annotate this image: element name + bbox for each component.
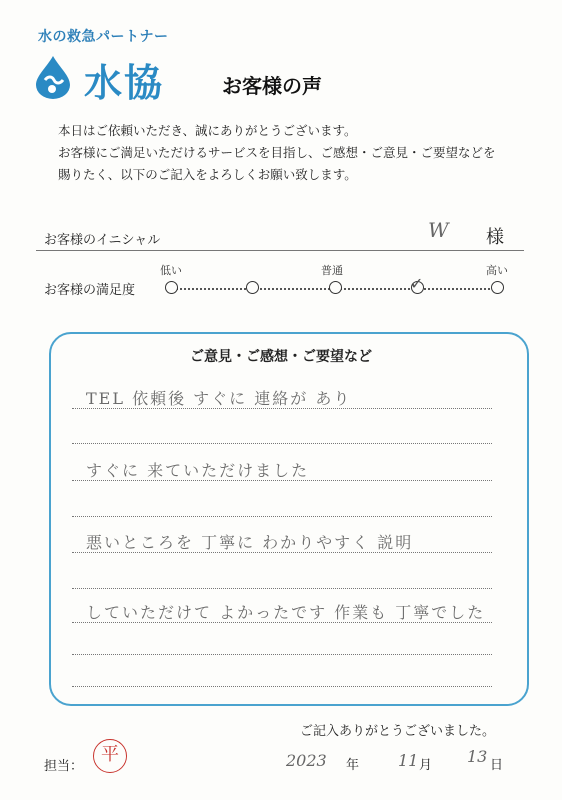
intro-text	[58, 120, 538, 186]
intro-line: 賜りたく、以下のご記入をよろしくお願い致します。	[58, 167, 357, 182]
date-month-unit: 月	[419, 758, 433, 773]
intro-line: 本日はご依頼いただき、誠にありがとうございます。	[58, 123, 357, 138]
initial-underline	[36, 250, 524, 251]
writing-rule	[72, 686, 492, 687]
water-drop-logo-icon	[32, 54, 74, 100]
date-year-unit: 年	[346, 758, 360, 773]
date-day: 13	[467, 747, 488, 766]
comment-line: TEL 依頼後 すぐに 連絡が あり	[86, 389, 352, 408]
closing-message: ご記入ありがとうございました。	[300, 724, 496, 739]
scale-label-high: 高い	[486, 264, 508, 277]
writing-rule	[72, 654, 492, 655]
satisfaction-option-5[interactable]	[491, 281, 504, 294]
scale-label-low: 低い	[160, 264, 182, 277]
comments-title: ご意見・ご感想・ご要望など	[190, 349, 372, 365]
initial-field[interactable]: W	[428, 218, 449, 242]
brand-logo-text: 水協	[84, 61, 165, 105]
page-title: お客様の声	[222, 74, 322, 98]
honorific-label: 様	[486, 227, 504, 248]
check-mark-icon: ✓	[410, 274, 424, 293]
intro-line: お客様にご満足いただけるサービスを目指し、ご感想・ご意見・ご要望などを	[58, 145, 496, 160]
writing-rule	[72, 622, 492, 623]
writing-rule	[72, 443, 492, 444]
satisfaction-label: お客様の満足度	[44, 283, 136, 298]
writing-rule	[72, 516, 492, 517]
writing-rule	[72, 408, 492, 409]
brand-tagline: 水の救急パートナー	[38, 29, 169, 45]
comment-line: すぐに 来ていただけました	[86, 461, 310, 480]
comment-line: していただけて よかったです 作業も 丁寧でした	[86, 603, 486, 622]
comment-line: 悪いところを 丁寧に わかりやすく 説明	[86, 533, 414, 552]
satisfaction-option-1[interactable]	[165, 281, 178, 294]
staff-label: 担当：	[44, 759, 84, 774]
date-month: 11	[398, 751, 419, 770]
writing-rule	[72, 552, 492, 553]
date-day-unit: 日	[490, 758, 504, 773]
date-year: 2023	[286, 751, 327, 770]
satisfaction-option-3[interactable]	[329, 281, 342, 294]
initial-label: お客様のイニシャル	[44, 233, 161, 248]
staff-seal-stamp: 平	[93, 739, 127, 773]
writing-rule	[72, 588, 492, 589]
scale-label-mid: 普通	[321, 264, 343, 277]
writing-rule	[72, 480, 492, 481]
satisfaction-option-2[interactable]	[246, 281, 259, 294]
